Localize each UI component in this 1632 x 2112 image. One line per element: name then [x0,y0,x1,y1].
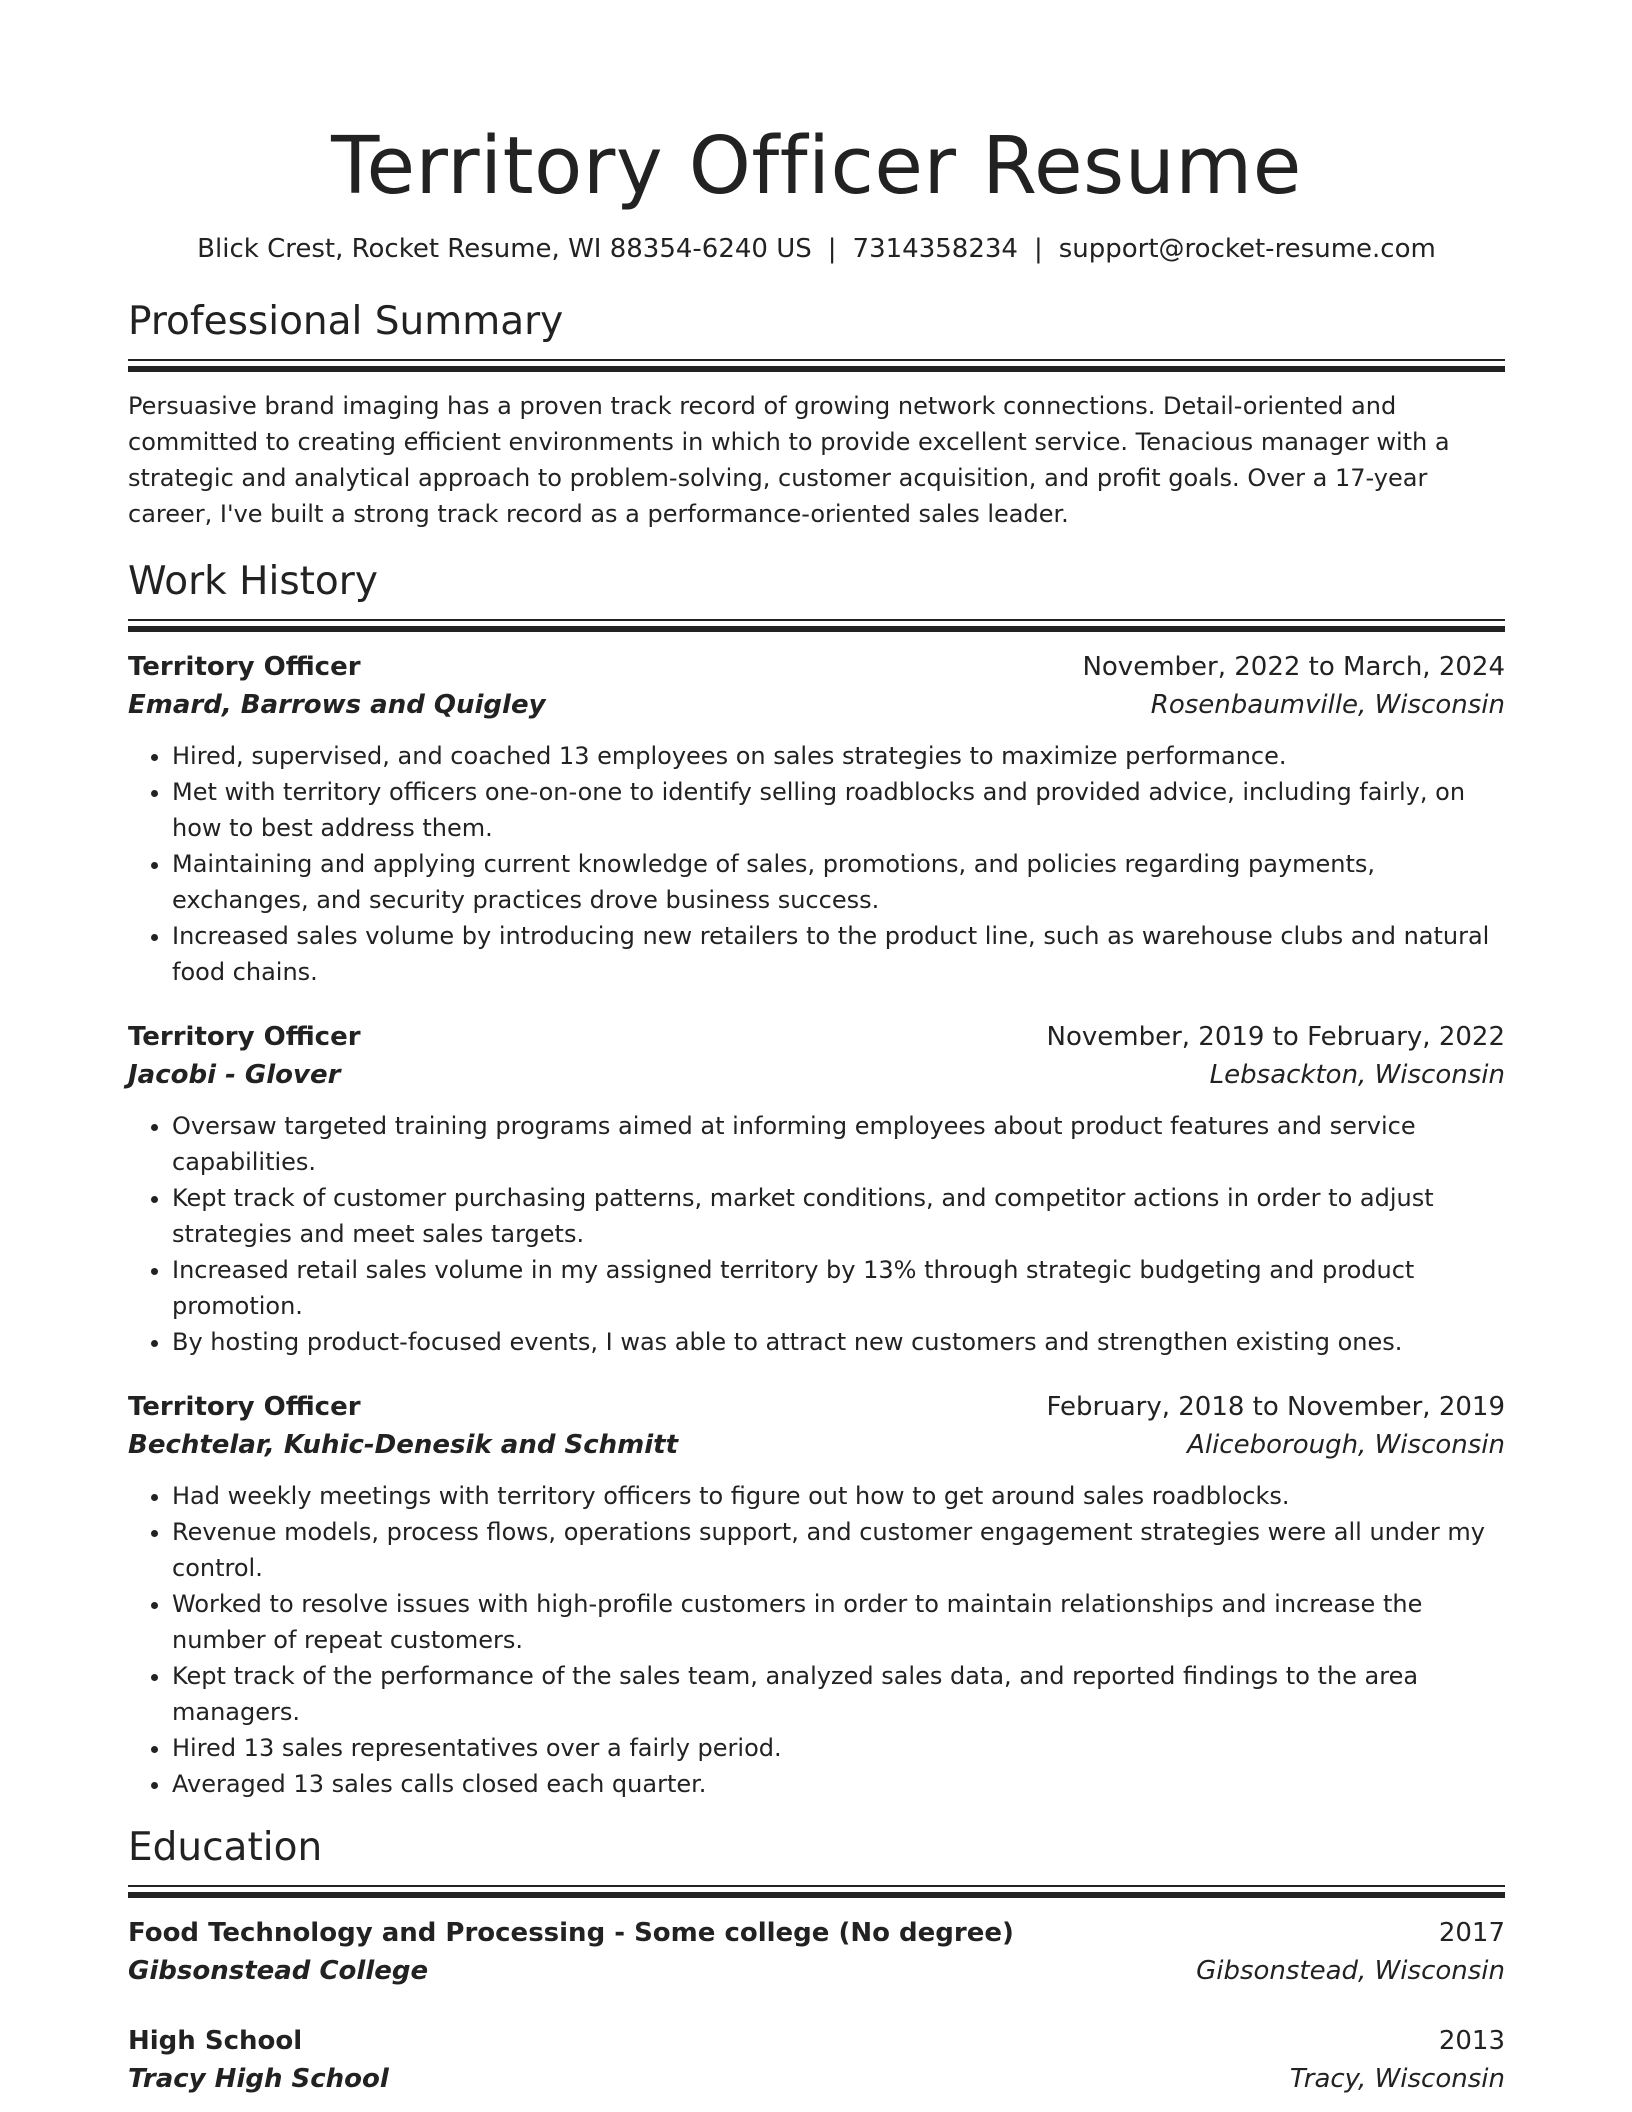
job-title: Territory Officer [128,1392,361,1422]
section-title-education: Education [128,1825,323,1870]
job-location: Rosenbaumville, Wisconsin [1150,690,1505,720]
contact-line [128,236,1505,262]
job-company: Jacobi - Glover [128,1060,341,1090]
contact-separator: | [827,234,837,264]
job-bullet: • Kept track of customer purchasing patterns, market conditions, and competitor actions in order to adjust strategies and meet sales targets. [172,1180,1505,1252]
job-bullet: • Increased sales volume by introducing new retailers to the product line, such as warehouse clubs and natural food chains. [172,918,1505,990]
section-title-summary: Professional Summary [128,299,564,344]
job-bullet: • Maintaining and applying current knowledge of sales, promotions, and policies regarding payments, exchanges, and security practices drove business success. [172,846,1505,918]
summary-section [128,299,1505,532]
job-bullet: • Increased retail sales volume in my assigned territory by 13% through strategic budgeting and product promotion. [172,1252,1505,1324]
job-bullet: • Hired, supervised, and coached 13 employees on sales strategies to maximize performance. [172,738,1505,774]
job-bullet: • Averaged 13 sales calls closed each quarter. [172,1766,1505,1802]
job-entry [128,1388,1505,1802]
education-entry [128,2022,1505,2098]
section-divider [128,619,1505,632]
job-bullets [128,1108,1505,1360]
job-location: Aliceborough, Wisconsin [1187,1430,1505,1460]
job-bullet: • Oversaw targeted training programs aimed at informing employees about product features and service capabilities. [172,1108,1505,1180]
job-dates: November, 2022 to March, 2024 [1082,652,1505,682]
job-bullet: • By hosting product-focused events, I was able to attract new customers and strengthen existing ones. [172,1324,1505,1360]
section-divider [128,1885,1505,1898]
education-year: 2017 [1438,1918,1505,1948]
contact-address: Blick Crest, Rocket Resume, WI 88354-6240 US [197,234,812,264]
job-bullets [128,1478,1505,1802]
section-title-work-history: Work History [128,559,378,604]
education-degree: High School [128,2026,303,2056]
job-bullets [128,738,1505,990]
education-school: Gibsonstead College [128,1956,429,1986]
contact-phone: 7314358234 [852,234,1018,264]
contact-email: support@rocket-resume.com [1058,234,1436,264]
job-title: Territory Officer [128,652,361,682]
education-entry [128,1914,1505,1990]
resume-page [128,0,1505,2098]
resume-title: Territory Officer Resume [331,120,1302,212]
section-divider [128,359,1505,372]
job-bullet: • Kept track of the performance of the sales team, analyzed sales data, and reported findings to the area managers. [172,1658,1505,1730]
education-year: 2013 [1438,2026,1505,2056]
job-dates: November, 2019 to February, 2022 [1046,1022,1505,1052]
job-entry [128,1018,1505,1360]
job-location: Lebsackton, Wisconsin [1209,1060,1505,1090]
job-bullet: • Hired 13 sales representatives over a fairly period. [172,1730,1505,1766]
contact-separator: | [1033,234,1043,264]
job-title: Territory Officer [128,1022,361,1052]
job-bullet: • Had weekly meetings with territory officers to figure out how to get around sales roadblocks. [172,1478,1505,1514]
education-school: Tracy High School [128,2064,389,2094]
job-bullet: • Worked to resolve issues with high-profile customers in order to maintain relationships and increase the number of repeat customers. [172,1586,1505,1658]
education-section [128,1825,1505,2098]
education-location: Tracy, Wisconsin [1289,2064,1505,2094]
job-company: Emard, Barrows and Quigley [128,690,546,720]
job-bullet: • Met with territory officers one-on-one to identify selling roadblocks and provided advice, including fairly, on how to best address them. [172,774,1505,846]
job-dates: February, 2018 to November, 2019 [1046,1392,1505,1422]
summary-text: Persuasive brand imaging has a proven track record of growing network connections. Detail-oriented and committed to creating efficient environments in which to provide excellent service. Tenacious manager with a strategic and analytical approach to problem-solving, customer acquisition, and profit goals. Over a 17-year career, I've built a strong track record as a performance-oriented sales leader. [128,392,1450,528]
work-history-section [128,559,1505,1802]
job-bullet: • Revenue models, process flows, operations support, and customer engagement strategies were all under my control. [172,1514,1505,1586]
education-location: Gibsonstead, Wisconsin [1196,1956,1505,1986]
education-degree: Food Technology and Processing - Some college (No degree) [128,1918,1014,1948]
job-company: Bechtelar, Kuhic-Denesik and Schmitt [128,1430,678,1460]
job-entry [128,648,1505,990]
